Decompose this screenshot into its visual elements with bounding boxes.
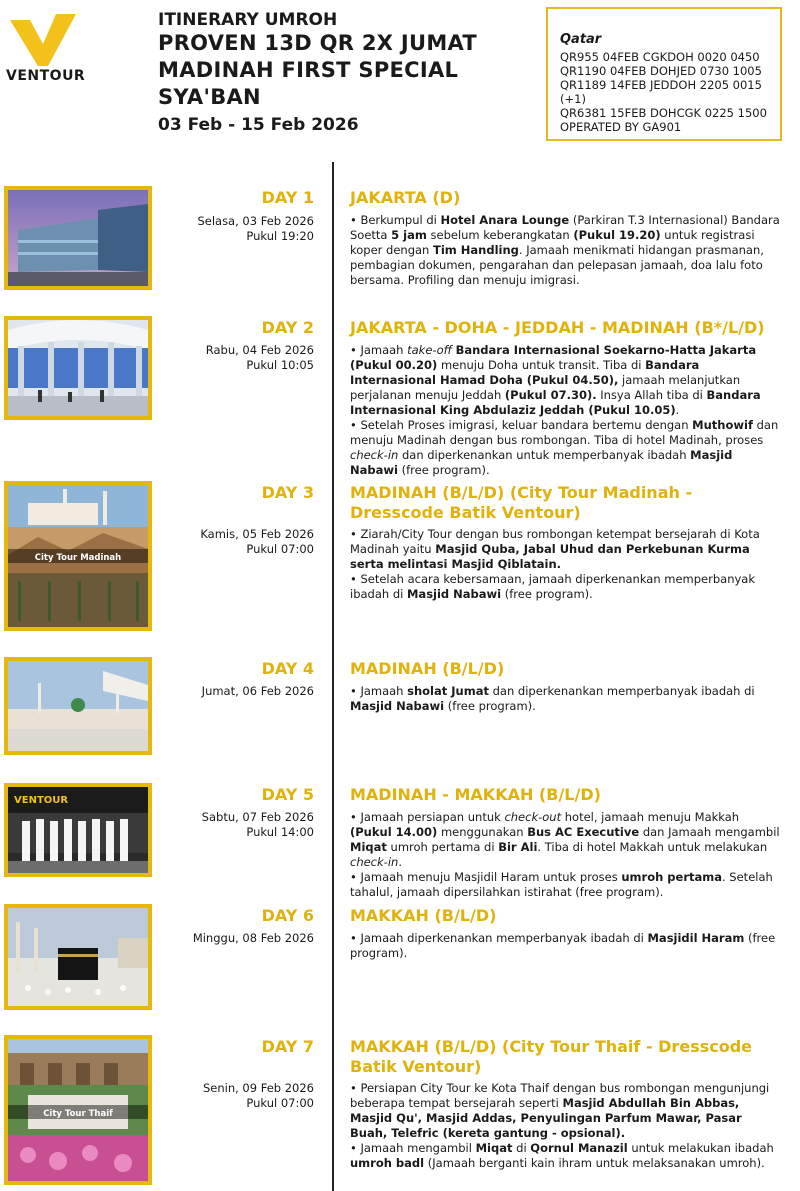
description-paragraph: • Ziarah/City Tour dengan bus rombongan ketempat bersejarah di Kota Madinah yaitu Masjid Quba, Jabal Uhud dan Perkebunan Kurma serta melintasi Masjid Qiblatain. (350, 527, 760, 571)
day-description (350, 213, 782, 288)
header (0, 0, 800, 150)
description-paragraph: • Jamaah mengambil Miqat di Qornul Manazil untuk melakukan ibadah umroh badl (Jamaah berganti kain ihram untuk melaksanakan umroh). (350, 1141, 774, 1170)
photo-caption: City Tour Thaif (43, 1109, 113, 1119)
day-photo (4, 481, 152, 631)
date-range: 03 Feb - 15 Feb 2026 (158, 115, 359, 135)
airline-name: Qatar (560, 32, 602, 47)
airport-terminal-photo-icon (8, 320, 148, 416)
photo-caption: City Tour Madinah (34, 553, 122, 563)
day-title: MAKKAH (B/L/D) (City Tour Thaif - Dresscode Batik Ventour) (350, 1037, 752, 1076)
day-date: Sabtu, 07 Feb 2026 (201, 810, 314, 824)
day-time: Pukul 07:00 (246, 542, 314, 556)
package-title-line2: MADINAH FIRST SPECIAL (158, 58, 459, 82)
day-title: MADINAH - MAKKAH (B/L/D) (350, 785, 601, 804)
day-photo (4, 1035, 152, 1185)
logo-text: VENTOUR (6, 68, 86, 84)
flight-line: QR1190 04FEB DOHJED 0730 1005 (560, 64, 762, 78)
photo-logo-text: VENTOUR (14, 795, 69, 806)
day-date: Rabu, 04 Feb 2026 (205, 343, 314, 357)
day-description (350, 527, 782, 602)
flight-info-box (546, 7, 782, 141)
day-label: DAY 7 (261, 1037, 314, 1056)
airport-lounge-photo-icon (8, 190, 148, 286)
day-date: Selasa, 03 Feb 2026 (197, 214, 314, 228)
day-date: Kamis, 05 Feb 2026 (200, 527, 314, 541)
day-label: DAY 4 (261, 659, 314, 678)
day-label: DAY 1 (261, 188, 314, 207)
day-date-time (193, 931, 314, 946)
day-description (350, 343, 782, 478)
flight-line: OPERATED BY GA901 (560, 120, 682, 134)
day-photo (4, 904, 152, 1010)
itinerary-label: ITINERARY UMROH (158, 10, 338, 30)
day-label: DAY 3 (261, 483, 314, 502)
day-photo (4, 657, 152, 755)
day-photo (4, 186, 152, 290)
masjid-nabawi-photo-icon (8, 661, 148, 751)
day-date-time (202, 810, 314, 840)
package-title-line3: SYA'BAN (158, 85, 261, 109)
day-date-time (200, 527, 314, 557)
day-date: Senin, 09 Feb 2026 (202, 1081, 314, 1095)
brand-logo (6, 14, 86, 86)
day-photo (4, 783, 152, 877)
ventour-v-icon (10, 14, 76, 66)
description-paragraph: • Setelah Proses imigrasi, keluar bandara bertemu dengan Muthowif dan menuju Madinah dengan bus rombongan. Tiba di hotel Madinah, proses check-in dan diperkenankan untuk memperbanyak ibadah Masjid Nabawi (free program). (350, 418, 779, 477)
flight-lines (560, 50, 780, 134)
day-date-time (197, 214, 314, 244)
flight-line: QR6381 15FEB DOHCGK 0225 1500 (560, 106, 767, 120)
day-description (350, 810, 782, 900)
itinerary-titles (158, 10, 538, 137)
day-title: MAKKAH (B/L/D) (350, 906, 497, 925)
day-photo (4, 316, 152, 420)
day-label: DAY 6 (261, 906, 314, 925)
timeline-divider (332, 162, 334, 1191)
description-paragraph: • Jamaah menuju Masjidil Haram untuk proses umroh pertama. Setelah tahalul, jamaah dipersilahkan istirahat (free program). (350, 870, 773, 899)
description-paragraph: • Setelah acara kebersamaan, jamaah diperkenankan memperbanyak ibadah di Masjid Nabawi (free program). (350, 572, 756, 601)
kaaba-photo-icon (8, 908, 148, 1006)
day-description (350, 1081, 782, 1171)
description-paragraph: • Berkumpul di Hotel Anara Lounge (Parkiran T.3 Internasional) Bandara Soetta 5 jam sebelum keberangkatan (Pukul 19.20) untuk registrasi koper dengan Tim Handling. Jamaah menikmati hidangan prasmanan, pembagian dokumen, pengarahan dan pelepasan jamaah, doa lalu foto bersama. Profiling dan menuju imigrasi. (350, 213, 780, 287)
day-title: JAKARTA - DOHA - JEDDAH - MADINAH (B*/L/D) (350, 318, 765, 337)
day-date-time (206, 343, 314, 373)
day-date-time (203, 1081, 314, 1111)
description-paragraph: • Persiapan City Tour ke Kota Thaif dengan bus rombongan mengunjungi beberapa tempat bersejarah seperti Masjid Abdullah Bin Abbas, Masjid Qu', Masjid Addas, Penyulingan Parfum Mawar, Pasar Buah, Telefric (kereta gantung - opsional). (350, 1081, 770, 1140)
day-label: DAY 5 (261, 785, 314, 804)
flight-line: QR955 04FEB CGKDOH 0020 0450 (560, 50, 760, 64)
day-date: Minggu, 08 Feb 2026 (192, 931, 314, 945)
day-title: MADINAH (B/L/D) (City Tour Madinah - Dresscode Batik Ventour) (350, 483, 693, 522)
day-time: Pukul 10:05 (246, 358, 314, 372)
day-time: Pukul 14:00 (246, 825, 314, 839)
day-description (350, 931, 782, 961)
day-description (350, 684, 782, 714)
description-paragraph: • Jamaah take-off Bandara Internasional Soekarno-Hatta Jakarta (Pukul 00.20) menuju Doha untuk transit. Tiba di Bandara Internasional Hamad Doha (Pukul 04.50), jamaah melanjutkan perjalanan menuju Jeddah (Pukul 07.30). Insya Allah tiba di Bandara Internasional King Abdulaziz Jeddah (Pukul 10.05). (350, 343, 761, 417)
day-time: Pukul 07:00 (246, 1096, 314, 1110)
day-date-time (202, 684, 314, 699)
day-time: Pukul 19:20 (246, 229, 314, 243)
description-paragraph: • Jamaah persiapan untuk check-out hotel, jamaah menuju Makkah (Pukul 14.00) menggunakan Bus AC Executive dan Jamaah mengambil Miqat umroh pertama di Bir Ali. Tiba di hotel Makkah untuk melakukan check-in. (350, 810, 780, 869)
day-date: Jumat, 06 Feb 2026 (201, 684, 314, 698)
day-label: DAY 2 (261, 318, 314, 337)
day-title: JAKARTA (D) (350, 188, 461, 207)
description-paragraph: • Jamaah diperkenankan memperbanyak ibadah di Masjidil Haram (free program). (350, 931, 776, 960)
day-title: MADINAH (B/L/D) (350, 659, 505, 678)
flight-line: QR1189 14FEB JEDDOH 2205 0015 (+1) (560, 78, 762, 106)
description-paragraph: • Jamaah sholat Jumat dan diperkenankan memperbanyak ibadah di Masjid Nabawi (free program). (350, 684, 755, 713)
package-title-line1: PROVEN 13D QR 2X JUMAT (158, 31, 478, 55)
